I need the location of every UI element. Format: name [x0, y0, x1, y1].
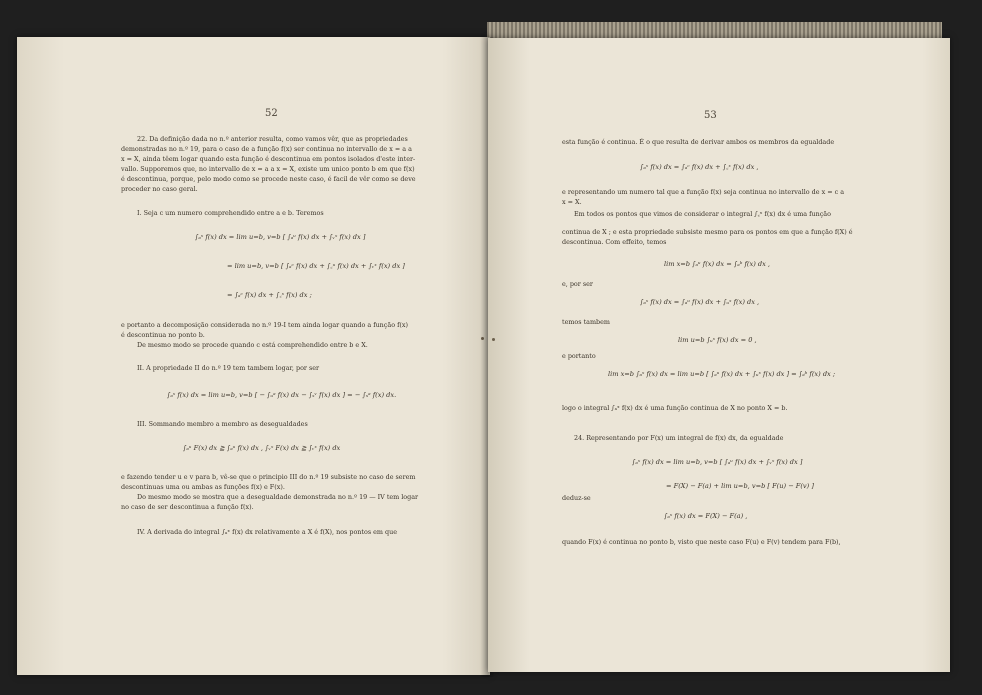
equation: = lim u=b, v=b [ ∫ₐᶜ f(x) dx + ∫꜀ᵘ f(x) dx + ∫ᵥˣ f(x) dx ] — [227, 262, 405, 270]
text-line: e representando um numero tal que a função f(x) seja continua no intervallo de x = c a — [562, 188, 845, 196]
text-line: deduz-se — [562, 494, 591, 502]
text-line: x = X. — [562, 198, 582, 206]
text-line: descontinua. Com effeito, temos — [562, 238, 667, 246]
text-line: logo o integral ∫ₐˣ f(x) dx é uma função continua de X no ponto X = b. — [562, 404, 788, 412]
text-line: é descontinua, porque, pelo modo como se procede neste caso, é facil de vêr como se deve — [121, 175, 416, 183]
equation: lim u=b ∫ᵤˣ f(x) dx = 0 , — [678, 336, 757, 344]
text-line: proceder no caso geral. — [121, 185, 198, 193]
text-line: continua de X ; e esta propriedade subsiste mesmo para os pontos em que a função f(X) é — [562, 228, 853, 236]
text-line: De mesmo modo se procede quando c está comprehendido entre b e X. — [137, 341, 368, 349]
text-line: esta função é continua. É o que resulta de derivar ambos os membros da egualdade — [562, 138, 835, 146]
text-line: IV. A derivada do integral ∫ₐˣ f(x) dx relativamente a X é f(X), nos pontos em que — [137, 528, 397, 536]
page-number: 52 — [265, 108, 278, 119]
equation: = F(X) − F(a) + lim u=b, v=b [ F(u) − F(v) ] — [666, 482, 814, 490]
text-line: no caso de ser descontinua a função f(x). — [121, 503, 254, 511]
equation: ∫ₐˣ f(x) dx = lim u=b, v=b [ ∫ₐᵘ f(x) dx + ∫ᵥˣ f(x) dx ] — [195, 233, 366, 241]
equation: lim x=b ∫ₐˣ f(x) dx = lim u=b [ ∫ₐᵘ f(x) dx + ∫ᵤˣ f(x) dx ] = ∫ₐᵇ f(x) dx ; — [608, 370, 836, 378]
equation: ∫ₐˣ f(x) dx = F(X) − F(a) , — [664, 512, 748, 520]
text-line: 24. Representando por F(x) um integral de f(x) dx, da egualdade — [574, 434, 784, 442]
text-line: II. A propriedade II do n.º 19 tem tambem logar, por ser — [137, 364, 320, 372]
text-line: é descontinua no ponto b. — [121, 331, 205, 339]
text-line: quando F(x) é continua no ponto b, visto que neste caso F(u) e F(v) tendem para F(b), — [562, 538, 841, 546]
left-page — [17, 37, 490, 675]
text-line: I. Seja c um numero comprehendido entre a e b. Teremos — [137, 209, 324, 217]
text-line: III. Sommando membro a membro as desegualdades — [137, 420, 308, 428]
equation: ∫ₐˣ f(x) dx = ∫ₐᶜ f(x) dx + ∫꜀ˣ f(x) dx , — [640, 163, 759, 171]
text-line: e portanto — [562, 352, 596, 360]
equation: ∫ₐˣ f(x) dx = ∫ₐᵘ f(x) dx + ∫ᵤˣ f(x) dx , — [640, 298, 760, 306]
text-line: vallo. Supporemos que, no intervallo de x = a a x = X, existe um unico ponto b em que f(x) — [121, 165, 415, 173]
text-line: 22. Da definição dada no n.º anterior resulta, como vamos vêr, que as propriedades — [137, 135, 408, 143]
equation: ∫ₐˣ f(x) dx = lim u=b, v=b [ − ∫ᵤᵃ f(x) dx − ∫ₓᵛ f(x) dx ] = − ∫ₓᵃ f(x) dx. — [167, 391, 397, 399]
text-line: descontinuas uma ou ambas as funções f(x) e F(x). — [121, 483, 285, 491]
equation: = ∫ₐᶜ f(x) dx + ∫꜀ˣ f(x) dx ; — [227, 291, 312, 299]
equation: ∫ₐˣ f(x) dx = lim u=b, v=b [ ∫ₐᵘ f(x) dx + ∫ᵥˣ f(x) dx ] — [632, 458, 803, 466]
text-line: e fazendo tender u e v para b, vê-se que o principio III do n.º 19 subsiste no caso de serem — [121, 473, 416, 481]
equation: ∫ₐᵘ F(x) dx ≧ ∫ₐᵘ f(x) dx , ∫ᵥˣ F(x) dx ≧ ∫ᵥˣ f(x) dx — [183, 444, 341, 452]
equation: lim x=b ∫ₐᵘ f(x) dx = ∫ₐᵇ f(x) dx , — [664, 260, 770, 268]
text-line: e portanto a decomposição considerada no n.º 19-I tem ainda logar quando a função f(x) — [121, 321, 409, 329]
text-line: Em todos os pontos que vimos de considerar o integral ∫꜀ˣ f(x) dx é uma função — [574, 210, 831, 218]
binding-mark — [492, 338, 495, 341]
page-number: 53 — [704, 110, 717, 121]
text-line: demonstradas no n.º 19, para o caso de a função f(x) ser continua no intervallo de x = a a — [121, 145, 412, 153]
text-line: temos tambem — [562, 318, 610, 326]
text-line: Do mesmo modo se mostra que a desegualdade demonstrada no n.º 19 — IV tem logar — [137, 493, 419, 501]
text-line: x = X, ainda têem logar quando esta função é descontinua em pontos isolados d'este inter- — [121, 155, 416, 163]
right-page — [488, 38, 950, 672]
text-line: e, por ser — [562, 280, 593, 288]
